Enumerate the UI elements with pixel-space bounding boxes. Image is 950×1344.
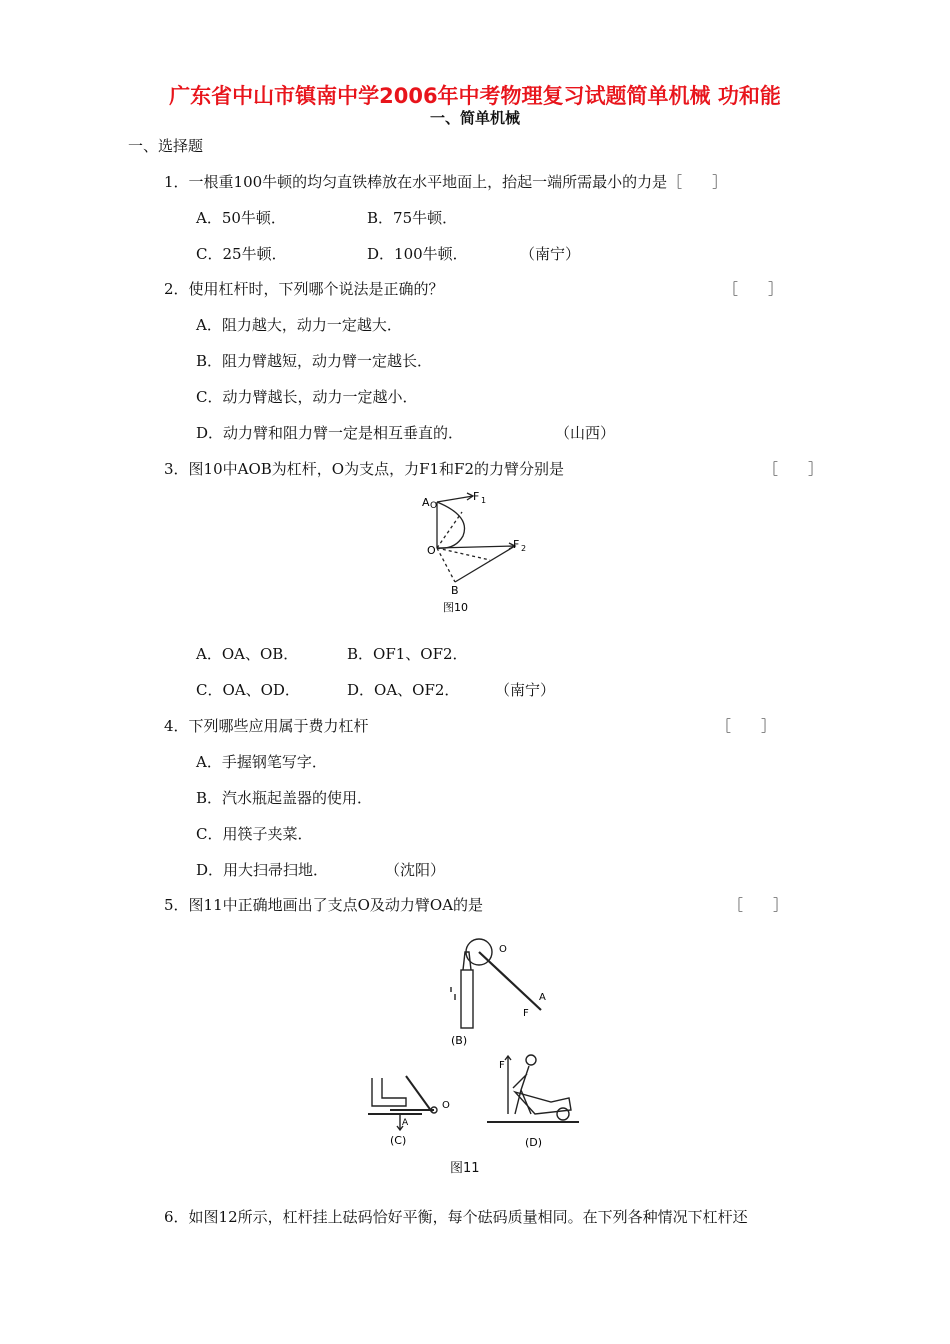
- q3-option-a: A．OA、OB．: [196, 645, 299, 663]
- fig11b-label-o: O: [499, 944, 507, 955]
- fig10-caption: 图10: [443, 601, 468, 614]
- fig10-label-a-o: O: [430, 501, 438, 511]
- fig11b-bottle: [461, 970, 473, 1028]
- q2-option-d: D．动力臂和阻力臂一定是相互垂直的．: [196, 424, 464, 442]
- q5-stem: 5．图11中正确地画出了支点O及动力臂OA的是: [164, 896, 484, 914]
- fig10-line-bf2: [455, 546, 515, 582]
- q4-option-d: D．用大扫帚扫地．: [196, 861, 329, 879]
- fig11c-label-o: O: [442, 1100, 450, 1111]
- fig11-caption: 图11: [450, 1161, 480, 1176]
- q3-option-b: B．OF1、OF2．: [347, 645, 468, 663]
- q1-option-b: B．75牛顿．: [367, 209, 458, 227]
- fig11d-label-f: F: [499, 1060, 505, 1071]
- fig10-label-f1-sub: 1: [481, 496, 487, 505]
- fig11b-label-a: A: [539, 992, 546, 1003]
- q4-option-c: C．用筷子夹菜．: [196, 825, 313, 843]
- fig10-label-o: O: [427, 544, 436, 557]
- q1-source: （南宁）: [520, 245, 581, 263]
- q2-option-a: A．阻力越大，动力一定越大．: [196, 316, 402, 334]
- q5-answer-bracket: ［ ］: [728, 896, 789, 914]
- document-title: 广东省中山市镇南中学2006年中考物理复习试题简单机械 功和能: [169, 84, 781, 108]
- fig11d-head: [526, 1055, 536, 1065]
- q1-stem: 1．一根重100牛顿的均匀直铁棒放在水平地面上，抬起一端所需最小的力是［ ］: [164, 173, 728, 191]
- q3-stem: 3．图10中AOB为杠杆，O为支点，力F1和F2的力臂分别是: [164, 460, 564, 478]
- fig11d-caption: (D): [525, 1136, 543, 1149]
- figure-11-d: [481, 1048, 581, 1150]
- q1-option-c: C．25牛顿．: [196, 245, 287, 263]
- fig10-label-f2-sub: 2: [521, 544, 527, 553]
- fig11c-label-a: A: [402, 1118, 409, 1128]
- q2-option-c: C．动力臂越长，动力一定越小．: [196, 388, 418, 406]
- q2-stem: 2．使用杠杆时，下列哪个说法是正确的？: [164, 280, 444, 298]
- q2-source: （山西）: [555, 424, 616, 442]
- fig11c-foot: [372, 1078, 406, 1106]
- q1-option-d: D．100牛顿．: [367, 245, 468, 263]
- fig10-lever-ob: [437, 548, 455, 582]
- q2-answer-bracket: ［ ］: [723, 280, 784, 298]
- figure-11-b: [443, 932, 558, 1050]
- fig11b-opener-handle: [479, 952, 541, 1010]
- q3-option-c: C．OA、OD．: [196, 681, 300, 699]
- q1-option-a: A．50牛顿．: [196, 209, 286, 227]
- question-type-heading: 一、选择题: [128, 137, 204, 155]
- q6-stem: 6．如图12所示，杠杆挂上砝码恰好平衡，每个砝码质量相同。在下列各种情况下杠杆还: [164, 1208, 748, 1226]
- q4-stem: 4．下列哪些应用属于费力杠杆: [164, 717, 369, 735]
- q3-option-d: D．OA、OF2．: [347, 681, 460, 699]
- fig11b-label-f: F: [523, 1008, 529, 1019]
- q4-source: （沈阳）: [385, 861, 446, 879]
- fig11b-caption: (B): [451, 1034, 468, 1047]
- fig10-label-f1: F: [473, 490, 480, 503]
- q2-option-b: B．阻力臂越短，动力臂一定越长．: [196, 352, 433, 370]
- figure-11-c: [362, 1068, 462, 1150]
- figure-10: [415, 488, 530, 618]
- section-heading: 一、简单机械: [429, 109, 520, 127]
- q3-source: （南宁）: [495, 681, 556, 699]
- q4-answer-bracket: ［ ］: [716, 717, 777, 735]
- fig10-label-f2: F: [513, 538, 520, 551]
- fig11c-pedal-lever: [406, 1076, 432, 1112]
- fig10-label-b: B: [451, 584, 459, 597]
- q4-option-a: A．手握钢笔写字．: [196, 753, 327, 771]
- fig10-label-a: A: [422, 496, 430, 509]
- fig11d-wheel: [557, 1108, 569, 1120]
- q3-answer-bracket: ［ ］: [763, 460, 824, 478]
- q4-option-b: B．汽水瓶起盖器的使用．: [196, 789, 373, 807]
- fig10-arm-f2: [437, 548, 490, 560]
- fig11c-caption: (C): [390, 1134, 407, 1147]
